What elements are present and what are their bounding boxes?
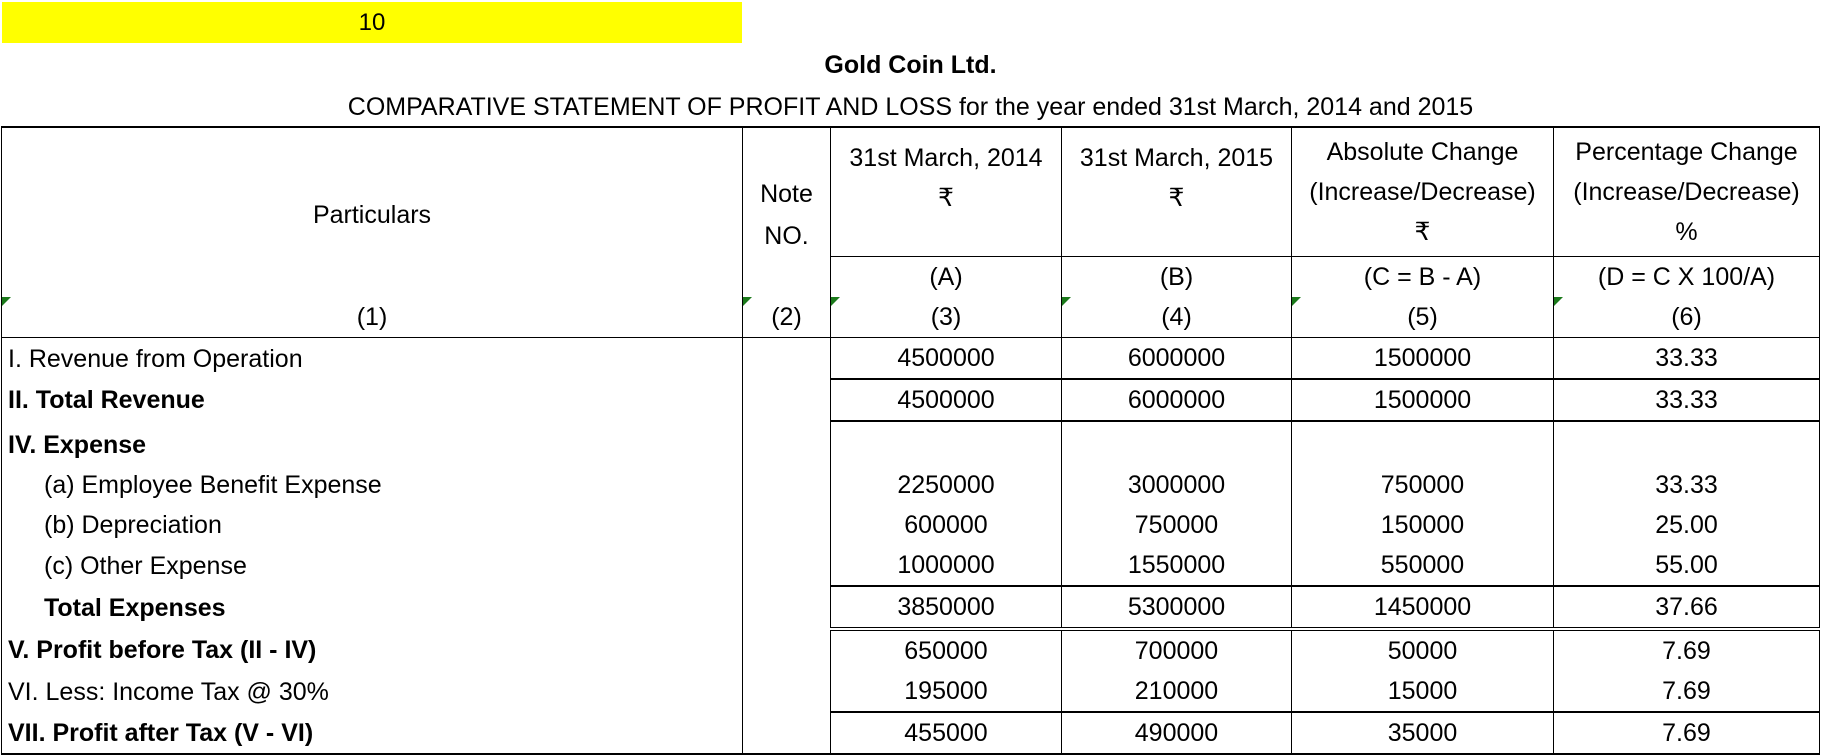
- header-particulars[interactable]: [2, 127, 743, 297]
- col-b-date: 31st March, 2015: [1079, 144, 1274, 172]
- value-a[interactable]: 600000: [831, 505, 1062, 545]
- header-col-b[interactable]: [1062, 127, 1292, 257]
- row-label[interactable]: VII. Profit after Tax (V - VI): [2, 712, 743, 754]
- note-cell[interactable]: [743, 629, 831, 671]
- value-d[interactable]: [1554, 421, 1820, 465]
- col-a-currency: ₹: [938, 184, 954, 212]
- header-col-c[interactable]: [1292, 127, 1554, 257]
- value-b[interactable]: 6000000: [1062, 379, 1292, 421]
- value-c[interactable]: 750000: [1292, 465, 1554, 505]
- value-a[interactable]: 2250000: [831, 465, 1062, 505]
- row-label[interactable]: (b) Depreciation: [2, 505, 743, 545]
- col-b-currency: ₹: [1168, 184, 1185, 212]
- profit-loss-table: [1, 126, 1820, 755]
- column-number-3[interactable]: (3): [831, 297, 1062, 338]
- value-c[interactable]: 15000: [1292, 671, 1554, 712]
- value-c[interactable]: 1500000: [1292, 379, 1554, 421]
- row-label[interactable]: II. Total Revenue: [2, 379, 743, 421]
- statement-title: COMPARATIVE STATEMENT OF PROFIT AND LOSS for the year ended 31st March, 2014 and 2015: [347, 93, 1474, 121]
- value-a[interactable]: 3850000: [831, 586, 1062, 629]
- header-note[interactable]: [743, 127, 831, 297]
- row-label[interactable]: (a) Employee Benefit Expense: [2, 465, 743, 505]
- note-cell[interactable]: [743, 712, 831, 754]
- table-row: [2, 545, 1820, 586]
- note-cell[interactable]: [743, 545, 831, 586]
- column-number-4[interactable]: (4): [1062, 297, 1292, 338]
- value-b[interactable]: 6000000: [1062, 338, 1292, 380]
- header-col-a[interactable]: [831, 127, 1062, 257]
- value-d[interactable]: 55.00: [1554, 545, 1820, 586]
- row-label[interactable]: (c) Other Expense: [2, 545, 743, 586]
- value-b[interactable]: 3000000: [1062, 465, 1292, 505]
- value-c[interactable]: 550000: [1292, 545, 1554, 586]
- row-label[interactable]: VI. Less: Income Tax @ 30%: [2, 671, 743, 712]
- table-row: [2, 338, 1820, 380]
- formula-c[interactable]: (C = B - A): [1292, 257, 1554, 298]
- value-d[interactable]: 37.66: [1554, 586, 1820, 629]
- highlighted-cell[interactable]: 10: [2, 2, 742, 43]
- value-a[interactable]: 195000: [831, 671, 1062, 712]
- table-row: [2, 379, 1820, 421]
- value-d[interactable]: 7.69: [1554, 671, 1820, 712]
- value-b[interactable]: 1550000: [1062, 545, 1292, 586]
- value-a[interactable]: 1000000: [831, 545, 1062, 586]
- row-label[interactable]: V. Profit before Tax (II - IV): [2, 629, 743, 671]
- formula-a[interactable]: (A): [831, 257, 1062, 298]
- table-row: [2, 465, 1820, 505]
- row-label[interactable]: IV. Expense: [2, 421, 743, 465]
- value-a[interactable]: 4500000: [831, 379, 1062, 421]
- row-label[interactable]: Total Expenses: [2, 586, 743, 629]
- value-d[interactable]: 7.69: [1554, 712, 1820, 754]
- value-b[interactable]: 750000: [1062, 505, 1292, 545]
- note-label-line1: Note: [760, 179, 813, 208]
- value-a[interactable]: 4500000: [831, 338, 1062, 380]
- company-name: Gold Coin Ltd.: [824, 51, 997, 79]
- note-cell[interactable]: [743, 379, 831, 421]
- note-cell[interactable]: [743, 421, 831, 465]
- value-a[interactable]: 650000: [831, 629, 1062, 671]
- value-c[interactable]: 1500000: [1292, 338, 1554, 380]
- table-row: [2, 505, 1820, 545]
- col-c-subtitle: (Increase/Decrease): [1309, 178, 1536, 206]
- value-c[interactable]: 50000: [1292, 629, 1554, 671]
- value-d[interactable]: 7.69: [1554, 629, 1820, 671]
- table-row: [2, 712, 1820, 754]
- table-row: [2, 629, 1820, 671]
- table-row: [2, 586, 1820, 629]
- row-label[interactable]: I. Revenue from Operation: [2, 338, 743, 380]
- col-a-date: 31st March, 2014: [849, 144, 1043, 172]
- note-cell[interactable]: [743, 505, 831, 545]
- header-col-d[interactable]: [1554, 127, 1820, 257]
- col-c-title: Absolute Change: [1326, 138, 1519, 166]
- table-row: [2, 671, 1820, 712]
- col-d-subtitle: (Increase/Decrease): [1573, 178, 1800, 206]
- note-cell[interactable]: [743, 338, 831, 380]
- particulars-label: Particulars: [312, 200, 432, 229]
- table-row: [2, 421, 1820, 465]
- note-cell[interactable]: [743, 671, 831, 712]
- column-number-5[interactable]: (5): [1292, 297, 1554, 338]
- value-b[interactable]: 5300000: [1062, 586, 1292, 629]
- value-b[interactable]: 490000: [1062, 712, 1292, 754]
- value-c[interactable]: 150000: [1292, 505, 1554, 545]
- note-cell[interactable]: [743, 465, 831, 505]
- value-d[interactable]: 33.33: [1554, 379, 1820, 421]
- col-d-title: Percentage Change: [1575, 138, 1798, 166]
- value-a[interactable]: [831, 421, 1062, 465]
- value-b[interactable]: [1062, 421, 1292, 465]
- formula-d[interactable]: (D = C X 100/A): [1554, 257, 1820, 298]
- column-number-6[interactable]: (6): [1554, 297, 1820, 338]
- note-cell[interactable]: [743, 586, 831, 629]
- column-number-1[interactable]: (1): [2, 297, 743, 338]
- value-c[interactable]: [1292, 421, 1554, 465]
- value-b[interactable]: 700000: [1062, 629, 1292, 671]
- value-d[interactable]: 33.33: [1554, 338, 1820, 380]
- col-d-unit: %: [1675, 218, 1698, 246]
- value-c[interactable]: 1450000: [1292, 586, 1554, 629]
- value-d[interactable]: 25.00: [1554, 505, 1820, 545]
- formula-b[interactable]: (B): [1062, 257, 1292, 298]
- value-a[interactable]: 455000: [831, 712, 1062, 754]
- col-c-currency: ₹: [1414, 218, 1431, 246]
- column-number-2[interactable]: (2): [743, 297, 831, 338]
- value-c[interactable]: 35000: [1292, 712, 1554, 754]
- value-d[interactable]: 33.33: [1554, 465, 1820, 505]
- value-b[interactable]: 210000: [1062, 671, 1292, 712]
- note-label-line2: NO.: [764, 221, 809, 250]
